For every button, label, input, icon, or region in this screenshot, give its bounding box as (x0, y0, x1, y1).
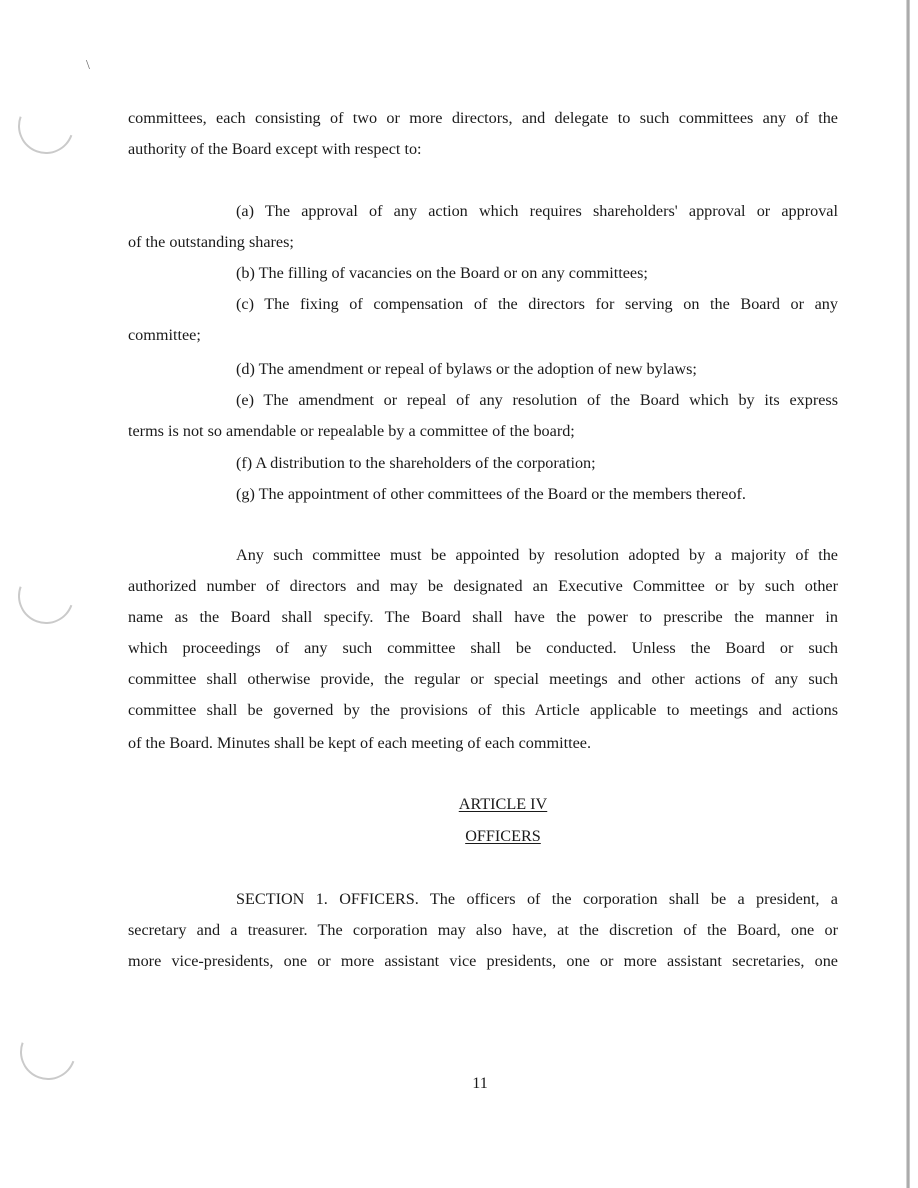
list-item-g: (g) The appointment of other committees of the Board or the members thereof. (236, 485, 746, 503)
committee-paragraph-line: committee shall be governed by the provisions of this Article applicable to meetings and actions (128, 701, 838, 719)
committee-paragraph-line: authorized number of directors and may be designated an Executive Committee or by such other (128, 577, 838, 595)
list-item-b: (b) The filling of vacancies on the Board or on any committees; (236, 264, 648, 282)
section-1-line: more vice-presidents, one or more assistant vice presidents, one or more assistant secretaries, one (128, 952, 838, 970)
page-number: 11 (472, 1074, 488, 1092)
list-item-a-continuation: of the outstanding shares; (128, 233, 294, 251)
scan-edge (906, 0, 910, 1188)
committee-paragraph-line: Any such committee must be appointed by resolution adopted by a majority of the (236, 546, 838, 564)
body-text-line: authority of the Board except with respect to: (128, 140, 422, 158)
list-item-c: (c) The fixing of compensation of the directors for serving on the Board or any (236, 295, 838, 313)
section-1-line: SECTION 1. OFFICERS. The officers of the corporation shall be a president, a (236, 890, 838, 908)
article-title: OFFICERS (465, 827, 541, 845)
committee-paragraph-line: committee shall otherwise provide, the regular or special meetings and other actions of any such (128, 670, 838, 688)
committee-paragraph-line: which proceedings of any such committee shall be conducted. Unless the Board or such (128, 639, 838, 657)
article-number: ARTICLE IV (458, 795, 548, 813)
list-item-e: (e) The amendment or repeal of any resolution of the Board which by its express (236, 391, 838, 409)
binder-hole-mark (9, 559, 83, 633)
list-item-e-continuation: terms is not so amendable or repealable by a committee of the board; (128, 422, 575, 440)
section-1-line: secretary and a treasurer. The corporation may also have, at the discretion of the Board, one or (128, 921, 838, 939)
committee-paragraph-line: of the Board. Minutes shall be kept of each meeting of each committee. (128, 734, 591, 752)
binder-hole-mark (9, 89, 83, 163)
committee-paragraph-line: name as the Board shall specify. The Board shall have the power to prescribe the manner in (128, 608, 838, 626)
list-item-c-continuation: committee; (128, 326, 201, 344)
list-item-f: (f) A distribution to the shareholders of the corporation; (236, 454, 596, 472)
body-text-line: committees, each consisting of two or more directors, and delegate to such committees any of the (128, 109, 838, 127)
list-item-d: (d) The amendment or repeal of bylaws or the adoption of new bylaws; (236, 360, 697, 378)
scan-mark: \ (86, 58, 90, 73)
list-item-a: (a) The approval of any action which requires shareholders' approval or approval (236, 202, 838, 220)
